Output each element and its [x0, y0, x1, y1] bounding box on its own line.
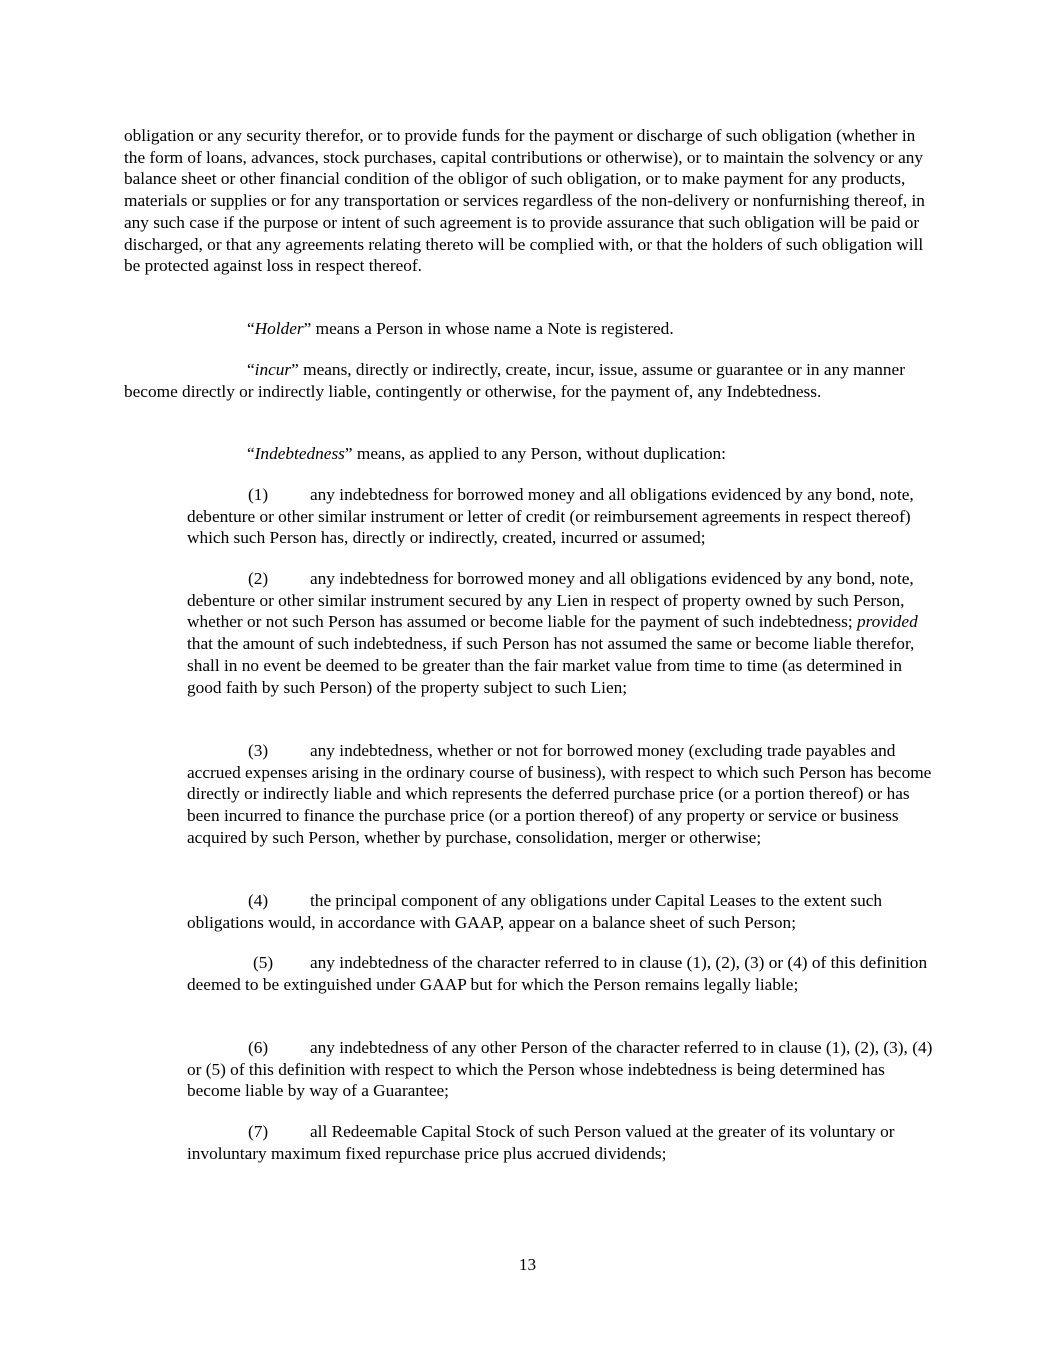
definition-holder: “Holder” means a Person in whose name a Note is registered. [247, 319, 674, 338]
defined-term-indebtedness: Indebtedness [254, 444, 345, 463]
continuation-paragraph: obligation or any security therefor, or to provide funds for the payment or discharge of such obligation (whether in the form of loans, advances, stock purchases, capital contributions or otherwise), or to maintain the solvency or any balance sheet or other financial condition of the obligor of such obligation, or to make payment for any products, materials or supplies or for any transportation or services regardless of the non-delivery or nonfurnishing thereof, in any such case if the purpose or intent of such agreement is to provide assurance that such obligation will be paid or discharged, or that any agreements relating thereto will be complied with, or that the holders of such obligation will be protected against loss in respect thereof. [124, 126, 925, 276]
clause-text: the principal component of any obligations under Capital Leases to the extent such obligations would, in accordance with GAAP, appear on a balance sheet of such Person; [187, 891, 883, 932]
clause-text: any indebtedness for borrowed money and all obligations evidenced by any bond, note, debenture or other similar instrument secured by any Lien in respect of property owned by such Person, whether or not such Person has assumed or become liable for the payment of such indebtedness; [187, 569, 914, 632]
clause-2 [187, 568, 935, 698]
clause-text: any indebtedness of any other Person of the character referred to in clause (1), (2), (3), (4) or (5) of this definition with respect to which the Person whose indebtedness is being determined has become liable by way of a Guarantee; [187, 1038, 933, 1101]
definition-incur: “incur” means, directly or indirectly, create, incur, issue, assume or guarantee or in any manner become directly or indirectly liable, contingently or otherwise, for the payment of, any Indebtedness. [124, 360, 905, 401]
clause-text: any indebtedness of the character referred to in clause (1), (2), (3) or (4) of this definition deemed to be extinguished under GAAP but for which the Person remains legally liable; [187, 953, 928, 994]
clause-1 [187, 484, 935, 549]
clause-text: all Redeemable Capital Stock of such Person valued at the greater of its voluntary or involuntary maximum fixed repurchase price plus accrued dividends; [187, 1122, 895, 1163]
definition-indebtedness: “Indebtedness” means, as applied to any Person, without duplication: [247, 444, 726, 463]
clause-number: (4) [248, 891, 269, 910]
clause-text: any indebtedness for borrowed money and all obligations evidenced by any bond, note, debenture or other similar instrument or letter of credit (or reimbursement agreements in respect thereof) which such Person has, directly or indirectly, created, incurred or assumed; [187, 485, 914, 548]
clause-7 [187, 1121, 935, 1164]
clause-4 [187, 890, 935, 933]
clause-number: (7) [248, 1122, 269, 1141]
clause-number: (3) [248, 741, 269, 760]
clause-6 [187, 1037, 935, 1102]
clause-number: (6) [248, 1038, 269, 1057]
clause-3 [187, 740, 935, 849]
emphasis-provided: provided [856, 612, 918, 632]
clause-5 [187, 952, 935, 995]
page-number: 13 [518, 1255, 537, 1274]
clause-number: (1) [248, 485, 269, 504]
clause-text-continued: that the amount of such indebtedness, if such Person has not assumed the same or become liable therefor, shall in no event be deemed to be greater than the fair market value from time to time (as determined in good faith by such Person) of the property subject to such Lien; [187, 634, 915, 697]
clause-number: (2) [248, 569, 269, 588]
defined-term-holder: Holder [254, 319, 304, 338]
clause-text: any indebtedness, whether or not for borrowed money (excluding trade payables and accrued expenses arising in the ordinary course of business), with respect to which such Person has become directly or indirectly liable and which represents the deferred purchase price (or a portion thereof) or has been incurred to finance the purchase price (or a portion thereof) of any property or service or business acquired by such Person, whether by purchase, consolidation, merger or otherwise; [187, 741, 932, 847]
defined-term-incur: incur [254, 360, 292, 379]
clause-number: (5) [253, 953, 274, 972]
